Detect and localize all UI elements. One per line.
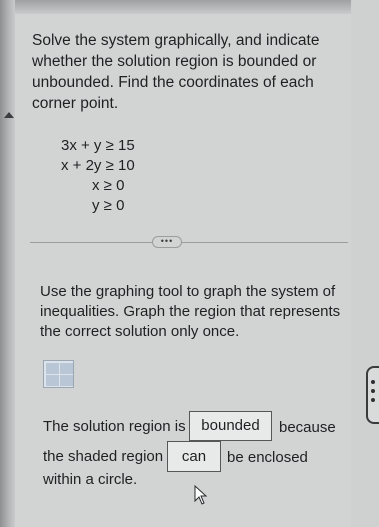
right-rail <box>351 0 379 527</box>
graph-grid-icon[interactable] <box>43 360 74 388</box>
answer-text-4: be enclosed <box>227 449 308 466</box>
handle-dot-icon <box>371 398 375 402</box>
can-dropdown[interactable]: can <box>167 441 221 472</box>
handle-dot-icon <box>371 380 375 384</box>
inequality-1: 3x + y ≥ 15 <box>61 137 135 154</box>
grid-cell <box>46 363 59 374</box>
bounded-dropdown[interactable]: bounded <box>189 411 272 441</box>
prompt-line: Solve the system graphically, and indicate <box>32 32 320 49</box>
grid-cell <box>46 375 59 386</box>
inequality-2: x + 2y ≥ 10 <box>61 157 135 174</box>
inequality-4: y ≥ 0 <box>92 197 125 214</box>
grid-cell <box>60 375 73 386</box>
answer-text-3: the shaded region <box>43 448 164 465</box>
instruction-line: Use the graphing tool to graph the system of <box>40 283 336 300</box>
handle-dot-icon <box>371 389 375 393</box>
instruction-line: the correct solution only once. <box>40 323 240 340</box>
instruction-line: inequalities. Graph the region that represents <box>40 303 341 320</box>
more-options-button[interactable]: ••• <box>152 236 182 248</box>
screen-left-edge <box>0 0 15 527</box>
question-prompt <box>32 30 322 114</box>
section-divider <box>30 242 348 243</box>
side-panel-handle[interactable] <box>366 366 379 424</box>
answer-text-5: within a circle. <box>43 471 138 488</box>
prompt-line: corner point. <box>32 95 119 112</box>
prompt-line: whether the solution region is bounded or <box>32 53 317 70</box>
answer-text-2: because <box>279 419 336 436</box>
prompt-line: unbounded. Find the coordinates of each <box>32 74 314 91</box>
inequality-3: x ≥ 0 <box>92 177 125 194</box>
instructions <box>40 282 345 342</box>
screen-top-edge <box>0 0 379 14</box>
collapse-arrow-icon[interactable] <box>4 112 14 118</box>
mouse-pointer-icon <box>194 485 208 505</box>
grid-cell <box>60 363 73 374</box>
answer-text-1: The solution region is <box>43 418 186 435</box>
